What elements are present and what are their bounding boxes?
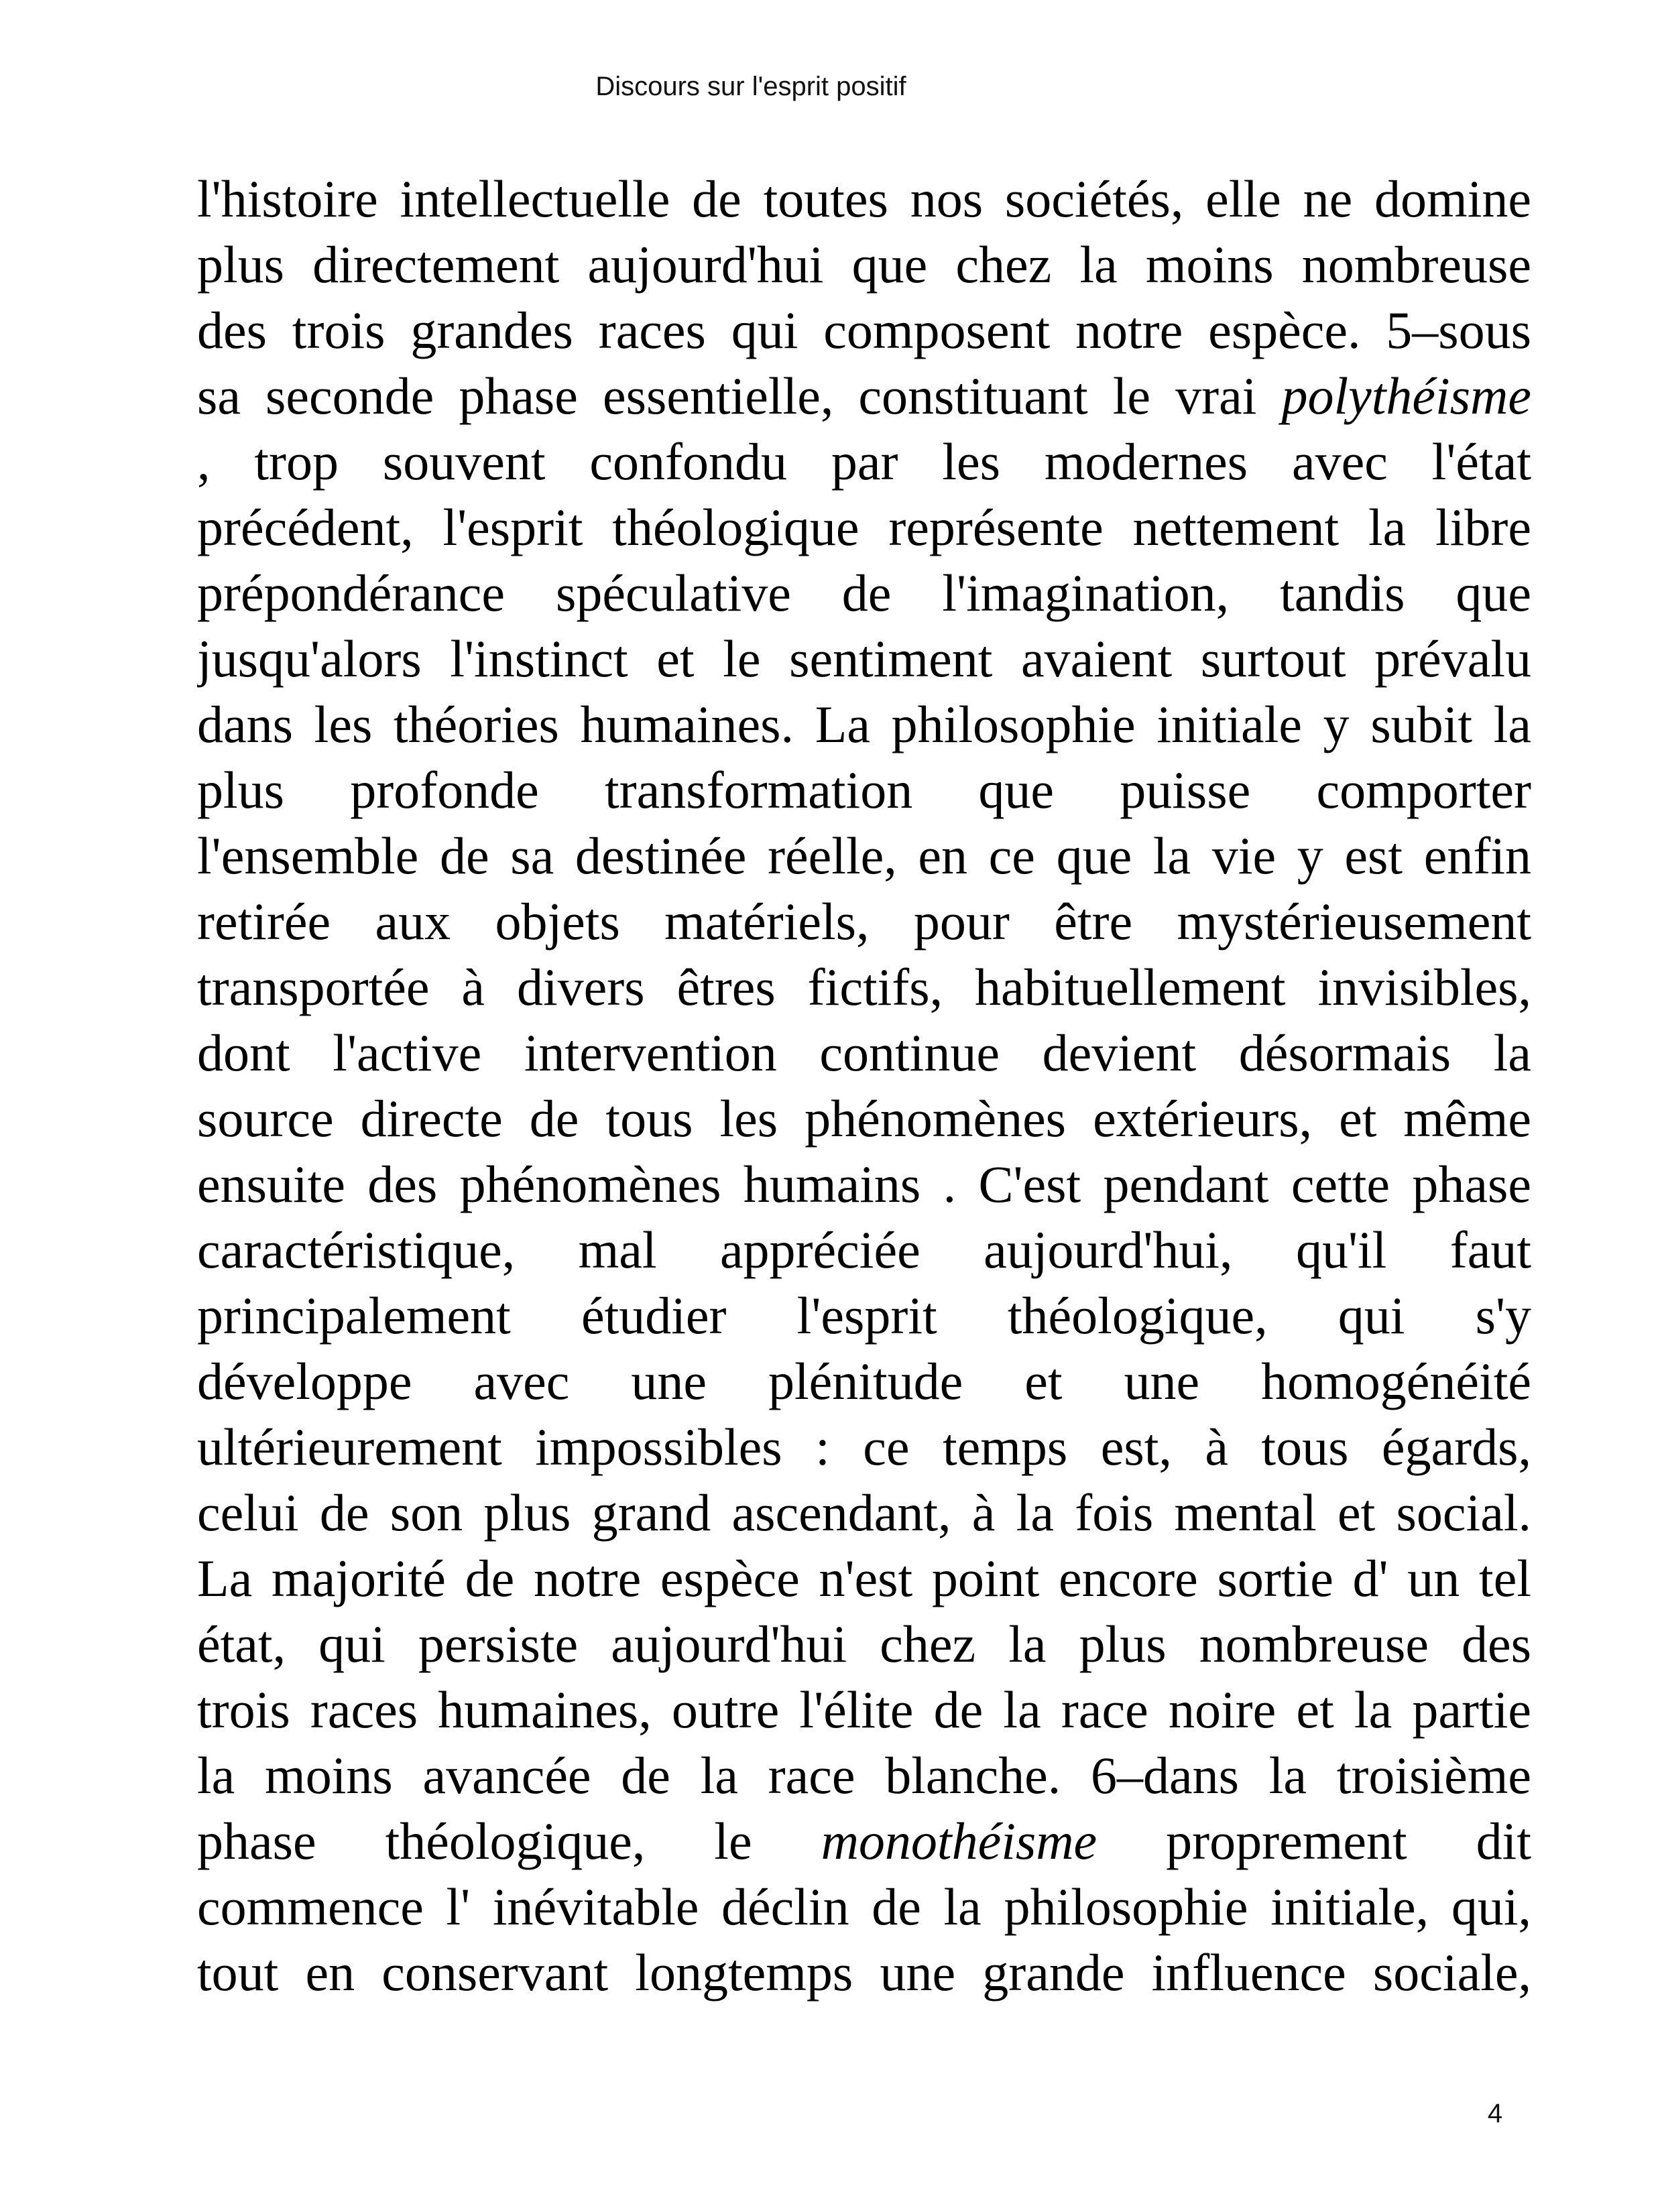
text-line: l'ensemble de sa destinée réelle, en ce que la vie y est enfin: [197, 826, 1531, 885]
text-line: dont l'active intervention continue devient désormais la: [197, 1024, 1531, 1082]
page-number: 4: [1487, 2099, 1503, 2128]
text-line: [197, 363, 1531, 429]
running-header: Discours sur l'esprit positif: [595, 72, 906, 101]
italic-term: polythéisme: [1281, 367, 1531, 425]
text-line: tout en conservant longtemps une grande influence sociale,: [197, 1943, 1531, 2002]
text-line: source directe de tous les phénomènes extérieurs, et même: [197, 1089, 1531, 1148]
text-line: état, qui persiste aujourd'hui chez la plus nombreuse des: [197, 1615, 1531, 1673]
text-line: plus profonde transformation que puisse comporter: [197, 761, 1531, 819]
text-line: la moins avancée de la race blanche. 6–dans la troisième: [197, 1746, 1531, 1804]
text-line: dans les théories humaines. La philosophie initiale y subit la: [197, 695, 1531, 753]
text-run: proprement dit: [1097, 1812, 1531, 1870]
text-line: prépondérance spéculative de l'imagination, tandis que: [197, 564, 1531, 622]
text-line: plus directement aujourd'hui que chez la moins nombreuse: [197, 235, 1531, 294]
text-line: celui de son plus grand ascendant, à la fois mental et social.: [197, 1483, 1531, 1542]
text-line: transportée à divers êtres fictifs, habituellement invisibles,: [197, 958, 1531, 1016]
text-line: jusqu'alors l'instinct et le sentiment avaient surtout prévalu: [197, 629, 1531, 688]
text-line: La majorité de notre espèce n'est point encore sortie d' un tel: [197, 1549, 1531, 1607]
text-line: caractéristique, mal appréciée aujourd'hui, qu'il faut: [197, 1221, 1531, 1279]
text-line: , trop souvent confondu par les modernes avec l'état: [197, 432, 1531, 491]
text-line: [197, 1808, 1531, 1874]
text-line: développe avec une plénitude et une homogénéité: [197, 1352, 1531, 1410]
text-line: commence l' inévitable déclin de la philosophie initiale, qui,: [197, 1878, 1531, 1936]
text-line: l'histoire intellectuelle de toutes nos sociétés, elle ne domine: [197, 170, 1531, 228]
text-line: des trois grandes races qui composent notre espèce. 5–sous: [197, 301, 1531, 359]
italic-term: monothéisme: [821, 1812, 1097, 1870]
text-run: phase théologique, le: [197, 1812, 821, 1870]
text-line: trois races humaines, outre l'élite de la race noire et la partie: [197, 1680, 1531, 1739]
text-line: retirée aux objets matériels, pour être mystérieusement: [197, 892, 1531, 950]
text-line: ultérieurement impossibles : ce temps est, à tous égards,: [197, 1418, 1531, 1476]
text-line: principalement étudier l'esprit théologique, qui s'y: [197, 1286, 1531, 1345]
text-line: précédent, l'esprit théologique représente nettement la libre: [197, 498, 1531, 556]
text-line: ensuite des phénomènes humains . C'est pendant cette phase: [197, 1155, 1531, 1213]
text-run: sa seconde phase essentielle, constituant le vrai: [197, 367, 1282, 425]
body-text: [197, 166, 1531, 2006]
